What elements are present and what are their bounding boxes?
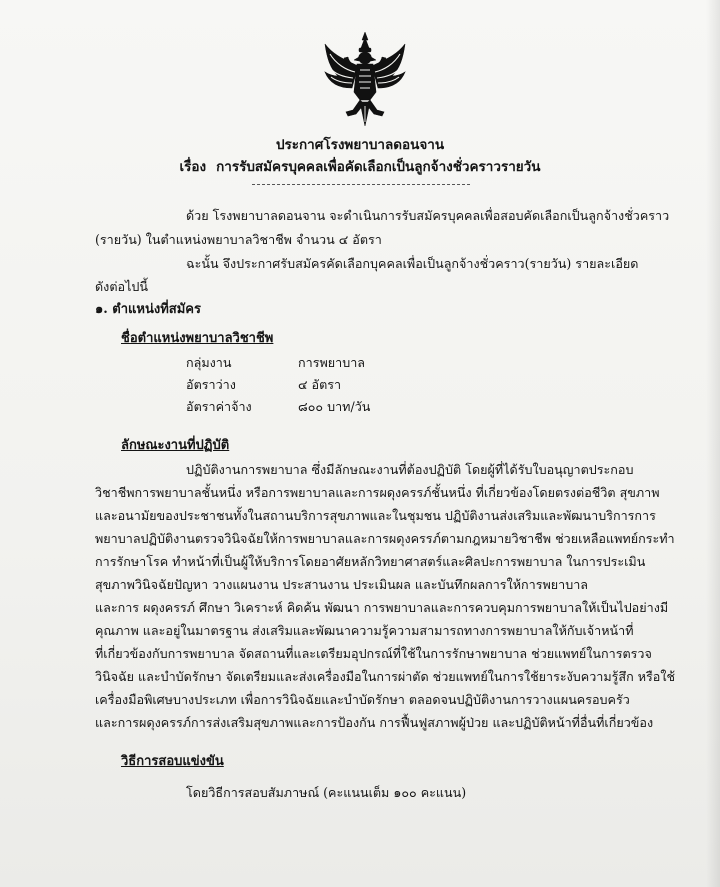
duties-line: คุณภาพ และอยู่ในมาตรฐาน ส่งเสริมและพัฒนาความรู้ความสามารถทางการพยาบาลให้กับเจ้าหน้าที่ [95,623,634,638]
intro-line-3: ฉะนั้น จึงประกาศรับสมัครคัดเลือกบุคคลเพื่อเป็นลูกจ้างชั่วคราว(รายวัน) รายละเอียด [186,256,639,271]
intro-line-1: ด้วย โรงพยาบาลดอนจาน จะดำเนินการรับสมัครบุคคลเพื่อสอบคัดเลือกเป็นลูกจ้างชั่วคราว [186,208,670,223]
duties-heading: ลักษณะงานที่ปฏิบัติ [121,438,230,453]
duties-line: การรักษาโรค ทำหน้าที่เป็นผู้ให้บริการโดยอาศัยหลักวิทยาศาสตร์และศิลปะการพยาบาล ในการประเมิน [95,554,646,569]
info-row-vacancies [186,375,341,395]
exam-heading: วิธีการสอบแข่งขัน [121,754,224,769]
info-label: อัตราว่าง [186,377,236,392]
duties-line: พยาบาลปฏิบัติงานตรวจวินิจฉัยให้การพยาบาลและการผดุงครรภ์ตามกฎหมายวิชาชีพ ช่วยเหลือแพทย์กระทำ [95,531,675,546]
intro-line-4: ดังต่อไปนี้ [95,279,149,294]
subject-text: การรับสมัครบุคคลเพื่อคัดเลือกเป็นลูกจ้างชั่วคราวรายวัน [216,159,541,175]
info-label: อัตราค่าจ้าง [186,399,252,414]
section-1-heading: ๑. ตำแหน่งที่สมัคร [95,302,201,317]
duties-line: ที่เกี่ยวข้องกับการพยาบาล จัดสถานที่และเตรียมอุปกรณ์ที่ใช้ในการรักษาพยาบาล ช่วยแพทย์ในการตรวจ [95,646,652,661]
position-title: ชื่อตำแหน่งพยาบาลวิชาชีพ [121,331,274,346]
info-value: ๘๐๐ บาท/วัน [298,399,371,414]
info-value: ๔ อัตรา [298,377,342,392]
duties-line: ปฏิบัติงานการพยาบาล ซึ่งมีลักษณะงานที่ต้องปฏิบัติ โดยผู้ที่ได้รับใบอนุญาตประกอบ [186,462,634,477]
duties-line: และการ ผดุงครรภ์ ศึกษา วิเคราะห์ คิดค้น พัฒนา การพยาบาลและการควบคุมการพยาบาลให้เป็นไปอย่างมี [95,600,669,615]
announcement-title: ประกาศโรงพยาบาลดอนจาน [275,137,445,153]
title-divider [252,184,470,185]
duties-line: เครื่องมือพิเศษบางประเภท เพื่อการวินิจฉัยและบำบัดรักษา ตลอดจนปฏิบัติงานการวางแผนครอบครัว [95,692,630,707]
info-row-wage [186,397,370,417]
intro-line-2: (รายวัน) ในตำแหน่งพยาบาลวิชาชีพ จำนวน ๔ อัตรา [95,232,382,247]
garuda-emblem-icon [322,30,408,128]
duties-line: และอนามัยของประชาชนทั้งในสถานบริการสุขภาพและในชุมชน ปฏิบัติงานส่งเสริมและพัฒนาบริการการ [95,508,656,523]
info-row-department [186,353,365,373]
duties-line: วินิจฉัย และบำบัดรักษา จัดเตรียมและส่งเครื่องมือในการผ่าตัด ช่วยแพทย์ในการใช้ยาระงับความรู้สึก หรือใช้ [95,669,676,684]
duties-line: วิชาชีพการพยาบาลชั้นหนึ่ง หรือการพยาบาลและการผดุงครรภ์ชั้นหนึ่ง ที่เกี่ยวข้องโดยตรงต่อชีวิต สุขภาพ [95,485,660,500]
info-label: กลุ่มงาน [186,355,232,370]
subject-label: เรื่อง [179,159,207,175]
info-value: การพยาบาล [298,355,365,370]
announcement-subject-line [0,159,720,175]
page-edge-shadow [706,0,720,887]
exam-method: โดยวิธีการสอบสัมภาษณ์ (คะแนนเต็ม ๑๐๐ คะแนน) [186,785,467,800]
duties-line: สุขภาพวินิจฉัยปัญหา วางแผนงาน ประสานงาน ประเมินผล และบันทึกผลการให้การพยาบาล [95,577,589,592]
duties-line: และการผดุงครรภ์การส่งเสริมสุขภาพและการป้องกัน การฟื้นฟูสภาพผู้ป่วย และปฏิบัติหน้าที่อื่นที่เกี่ยวข้อง [95,715,654,730]
